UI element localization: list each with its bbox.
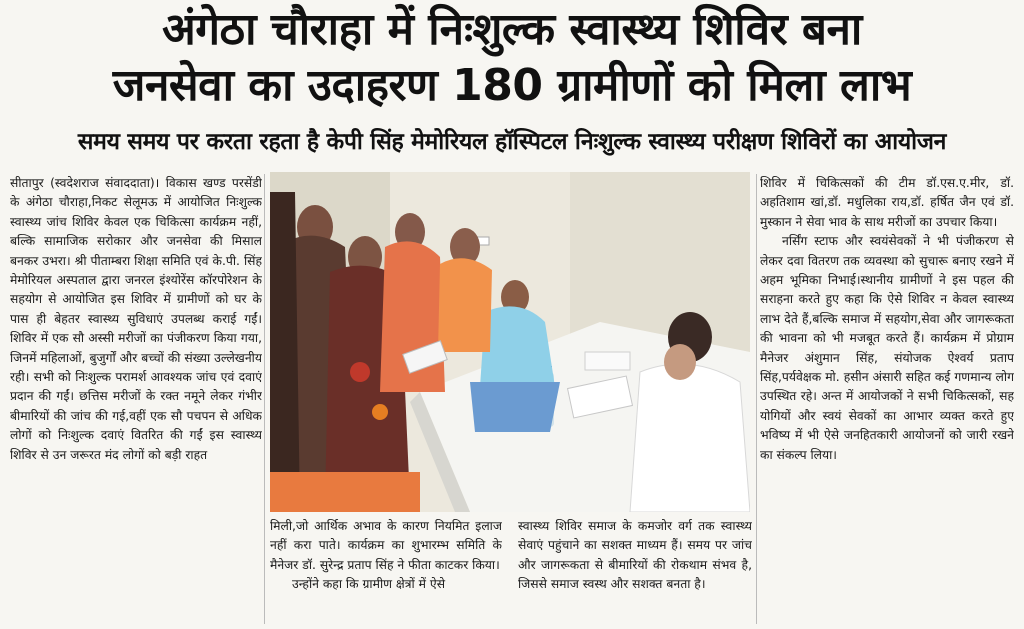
- headline-line-2: जनसेवा का उदाहरण 180 ग्रामीणों को मिला लाभ: [112, 60, 912, 111]
- column-divider: [264, 174, 265, 624]
- headline-line-1: अंगेठा चौराहा में निःशुल्क स्वास्थ्य शिविर बना: [162, 4, 862, 55]
- article-column-right: [760, 174, 1014, 624]
- subheadline: समय समय पर करता रहता है केपी सिंह मेमोरियल हॉस्पिटल निःशुल्क स्वास्थ्य परीक्षण शिविरों का आयोजन: [77, 129, 947, 155]
- article-column-middle-b: [518, 517, 752, 625]
- paragraph: स्वास्थ्य शिविर समाज के कमजोर वर्ग तक स्वास्थ्य सेवाएं पहुंचाने का सशक्त माध्यम हैं। समय पर जांच और जागरूकता से बीमारियों की रोकथाम संभव है, जिससे समाज स्वस्थ और सशक्त बनता है।: [518, 519, 752, 592]
- article-photo: [270, 172, 750, 512]
- paragraph: मिली,जो आर्थिक अभाव के कारण नियमित इलाज नहीं करा पाते। कार्यक्रम का शुभारम्भ समिति के मैनेजर डॉ. सुरेन्द्र प्रताप सिंह ने फीता काटकर किया।: [270, 519, 502, 572]
- article-column-middle-a: [270, 517, 502, 625]
- paragraph: शिविर में चिकित्सकों की टीम डॉ.एस.ए.मीर, डॉ. अहतिशाम खां,डॉ. मधुलिका राय,डॉ. हर्षित जैन एवं डॉ. मुस्कान ने सेवा भाव के साथ मरीजों का उपचार किया।: [760, 176, 1014, 229]
- article-column-left: [10, 174, 262, 624]
- paragraph: सीतापुर (स्वदेशराज संवाददाता)। विकास खण्ड परसेंडी के अंगेठा चौराहा,निकट सेलूमऊ में आयोजित निःशुल्क स्वास्थ्य जांच शिविर केवल एक चिकित्सा कार्यक्रम नहीं, बल्कि सामाजिक सरोकार और जनसेवा की मिसाल बनकर उभरा। श्री पीताम्बरा शिक्षा समिति एवं के.पी. सिंह मेमोरियल अस्पताल द्वारा जनरल इंश्योरेंस कॉरपोरेशन के सहयोग से आयोजित इस शिविर में ग्रामीणों को घर के पास ही बेहतर स्वास्थ्य सुविधाएं उपलब्ध कराई गईं। शिविर में एक सौ अस्सी मरीजों का पंजीकरण किया गया, जिनमें महिलाओं, बुजुर्गों और बच्चों की संख्या उल्लेखनीय रही। सभी को निःशुल्क परामर्श आवश्यक जांच एवं दवाएं प्रदान की गईं। छत्तिस मरीजों के रक्त नमूने लेकर गंभीर बीमारियों की जांच की गई,वहीं एक सौ पचपन से अधिक लोगों को निःशुल्क दवाएं वितरित की गईं इस स्वास्थ्य शिविर से उन जरूरत मंद लोगों को बड़ी राहत: [10, 176, 262, 462]
- column-divider: [756, 174, 757, 624]
- paragraph: नर्सिंग स्टाफ और स्वयंसेवकों ने भी पंजीकरण से लेकर दवा वितरण तक व्यवस्था को सुचारू बनाए रखने में अहम भूमिका निभाई।स्थानीय ग्रामीणों ने इस पहल की सराहना करते हुए कहा कि ऐसे शिविर न केवल स्वास्थ्य लाभ देते हैं,बल्कि समाज में सहयोग,सेवा और जागरूकता की भावना को भी मजबूत करते हैं। कार्यक्रम में प्रोग्राम मैनेजर अंशुमान सिंह, संयोजक ऐश्वर्य प्रताप सिंह,पर्यवेक्षक मो. हसीन अंसारी सहित कई गणमान्य लोग उपस्थित रहे। अन्त में आयोजकों ने सभी चिकित्सकों, सह योगियों और स्वयं सेवकों का आभार व्यक्त करते हुए भविष्य में भी ऐसे जनहितकारी आयोजनों को जारी रखने का संकल्प लिया।: [760, 234, 1014, 462]
- paragraph: उन्होंने कहा कि ग्रामीण क्षेत्रों में ऐसे: [292, 577, 446, 592]
